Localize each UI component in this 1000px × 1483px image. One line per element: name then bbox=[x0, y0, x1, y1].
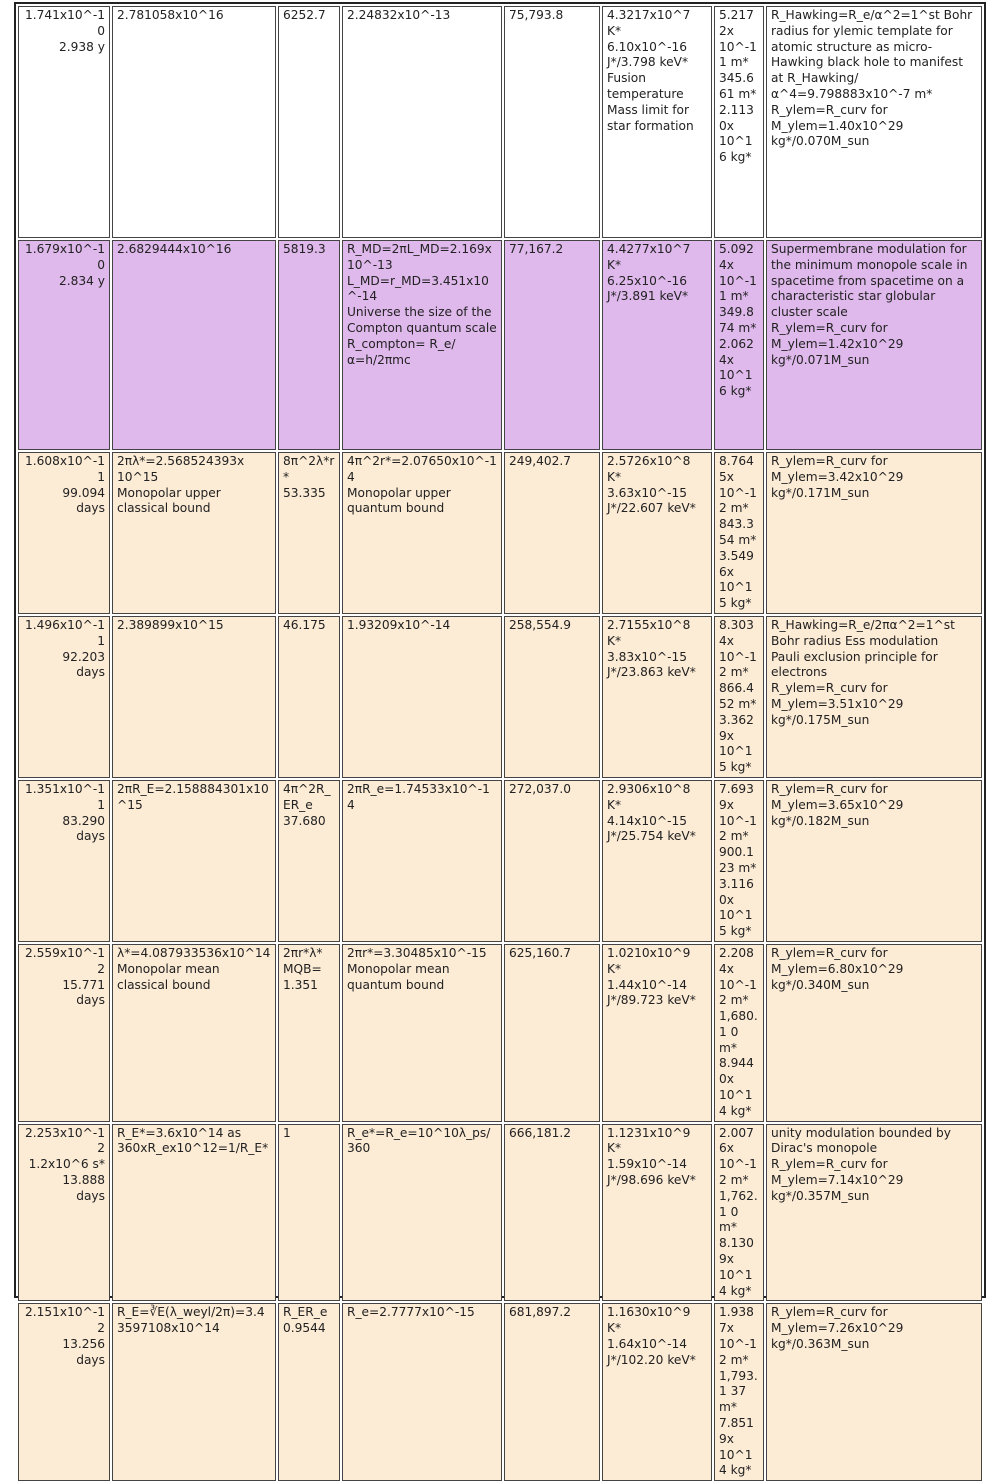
cell-line: 1,762.1 0 m* bbox=[719, 1188, 758, 1235]
cell-mass bbox=[714, 944, 764, 1122]
cell-line: R_Hawking=R_e/2πα^2=1^st Bohr radius Ess modulation bbox=[771, 617, 955, 648]
table-row bbox=[18, 240, 982, 450]
cell-ratio bbox=[278, 6, 340, 238]
cell-length bbox=[342, 1124, 502, 1302]
cell-wavelength bbox=[112, 780, 276, 942]
cell-line: 6.10x10^-16 J*/3.798 keV* bbox=[607, 39, 689, 70]
cell-line: 2πR_E=2.158884301x10^15 bbox=[117, 781, 269, 812]
cell-line: 2πR_e=1.74533x10^-14 bbox=[347, 781, 490, 812]
cell-line: R_ylem=R_curv for M_ylem=7.26x10^29 kg*/0.363M_sun bbox=[771, 1305, 904, 1352]
cell-line: Pauli exclusion principle for electrons bbox=[771, 649, 938, 680]
cell-frequency bbox=[504, 1124, 600, 1302]
cell-line: 345.661 m* bbox=[719, 71, 757, 101]
cell-line: 1.608x10^-11 bbox=[25, 454, 105, 484]
cell-ratio bbox=[278, 780, 340, 942]
cell-line: 2.938 y bbox=[59, 39, 105, 54]
cell-line: R_ylem=R_curv for M_ylem=3.65x10^29 kg*/0.182M_sun bbox=[771, 781, 904, 828]
cell-mass bbox=[714, 6, 764, 238]
cell-line: 2.0076x 10^-12 m* bbox=[719, 1125, 757, 1188]
cell-line: 2.9306x10^8 K* bbox=[607, 781, 691, 812]
cell-line: λ*=4.087933536x10^14 bbox=[117, 945, 271, 960]
cell-line: 13.888 bbox=[62, 1173, 105, 1188]
cell-temperature bbox=[602, 240, 712, 450]
cell-line: 2πr*=3.30485x10^-15 bbox=[347, 945, 487, 960]
cell-line: days bbox=[76, 993, 105, 1008]
cell-line: 349.874 m* bbox=[719, 305, 757, 335]
cell-line: 2.7155x10^8 K* bbox=[607, 617, 691, 648]
cell-line: 3.5496x 10^15 kg* bbox=[719, 548, 754, 611]
cell-line: 2.253x10^-12 bbox=[25, 1125, 105, 1156]
cell-frequency bbox=[504, 1303, 600, 1481]
cell-line: 4.14x10^-15 J*/25.754 keV* bbox=[607, 813, 696, 844]
cell-line: R_ylem=R_curv for M_ylem=6.80x10^29 kg*/0.340M_sun bbox=[771, 945, 904, 992]
cell-line: 843.354 m* bbox=[719, 517, 757, 547]
cell-line: R_compton= R_e/α=h/2πmc bbox=[347, 336, 456, 367]
cell-temperature bbox=[602, 1124, 712, 1302]
table-row bbox=[18, 944, 982, 1122]
cell-line: 5.2172x 10^-11 m* bbox=[719, 8, 757, 70]
cell-line: 1.44x10^-14 J*/89.723 keV* bbox=[607, 977, 696, 1008]
cell-time bbox=[18, 1303, 110, 1481]
table-row bbox=[18, 616, 982, 778]
cell-line: 0.9544 bbox=[283, 1321, 326, 1336]
cell-line: R_ylem=R_curv for M_ylem=7.14x10^29 kg*/0.357M_sun bbox=[771, 1157, 904, 1203]
cell-line: 2.2084x 10^-12 m* bbox=[719, 945, 757, 1008]
cell-line: 37.680 bbox=[283, 813, 326, 828]
cell-frequency bbox=[504, 944, 600, 1122]
cell-time bbox=[18, 780, 110, 942]
cell-frequency bbox=[504, 616, 600, 778]
cell-mass bbox=[714, 1303, 764, 1481]
cell-line: 2.389899x10^15 bbox=[117, 617, 224, 632]
cell-line: 3.63x10^-15 J*/22.607 keV* bbox=[607, 485, 696, 516]
cell-line: 681,897.2 bbox=[509, 1305, 572, 1320]
cell-line: 1 bbox=[283, 1125, 291, 1140]
cell-line: Mass limit for star formation bbox=[607, 102, 694, 133]
cell-ratio bbox=[278, 1303, 340, 1481]
cell-line: 2.559x10^-12 bbox=[25, 945, 105, 976]
cell-line: 8.7645x 10^-12 m* bbox=[719, 454, 757, 516]
cell-line: 2.151x10^-12 bbox=[25, 1305, 105, 1336]
cell-line: Fusion temperature bbox=[607, 71, 684, 101]
cell-notes bbox=[766, 452, 982, 614]
cell-line: R_E=∛E(λ_weyl/2π)=3.43597108x10^14 bbox=[117, 1305, 265, 1336]
cell-line: days bbox=[76, 1352, 105, 1367]
cell-line: Monopolar mean quantum bound bbox=[347, 961, 450, 992]
cell-line: 1.93209x10^-14 bbox=[347, 617, 451, 632]
cell-line: L_MD=r_MD=3.451x10^-14 bbox=[347, 273, 489, 304]
cell-wavelength bbox=[112, 1124, 276, 1302]
cell-wavelength bbox=[112, 240, 276, 450]
cell-line: 92.203 bbox=[62, 649, 105, 664]
cell-line: 7.6939x 10^-12 m* bbox=[719, 781, 757, 844]
cell-line: 13.256 bbox=[62, 1337, 105, 1352]
cell-line: 3.3629x 10^15 kg* bbox=[719, 712, 754, 775]
cell-line: Universe the size of the Compton quantum scale bbox=[347, 305, 497, 335]
cell-time bbox=[18, 944, 110, 1122]
cell-line: 1.1231x10^9 K* bbox=[607, 1125, 691, 1156]
cell-time bbox=[18, 616, 110, 778]
cell-wavelength bbox=[112, 452, 276, 614]
cell-line: 4.3217x10^7 K* bbox=[607, 8, 691, 38]
cell-line: 1.0210x10^9 K* bbox=[607, 945, 691, 976]
cell-ratio bbox=[278, 944, 340, 1122]
cell-line: R_e*=R_e=10^10λ_ps/360 bbox=[347, 1125, 491, 1156]
cell-time bbox=[18, 1124, 110, 1302]
cell-line: 1.64x10^-14 J*/102.20 keV* bbox=[607, 1337, 696, 1367]
cell-line: 2.1130x 10^16 kg* bbox=[719, 102, 754, 165]
cell-ratio bbox=[278, 1124, 340, 1302]
cell-ratio bbox=[278, 452, 340, 614]
cell-line: R_Hawking=R_e/α^2=1^st Bohr radius for ylemic template for atomic structure as micro-Hawking black hole to manifest at R_Hawking/α^4=9.798883x10^-7 m* bbox=[771, 8, 973, 101]
cell-line: 3.1160x 10^15 kg* bbox=[719, 876, 754, 939]
cell-line: 2.5726x10^8 K* bbox=[607, 454, 691, 484]
cell-notes bbox=[766, 1303, 982, 1481]
cell-temperature bbox=[602, 944, 712, 1122]
cell-line: 46.175 bbox=[283, 617, 326, 632]
cell-line: 249,402.7 bbox=[509, 454, 572, 468]
cell-line: 2πr*λ* MQB= 1.351 bbox=[283, 945, 323, 992]
cell-length bbox=[342, 780, 502, 942]
cell-line: unity modulation bounded by Dirac's monopole bbox=[771, 1125, 951, 1156]
cell-line: days bbox=[76, 501, 105, 516]
data-table bbox=[16, 4, 984, 1483]
cell-line: 625,160.7 bbox=[509, 945, 572, 960]
cell-line: 15.771 bbox=[62, 977, 105, 992]
cell-frequency bbox=[504, 240, 600, 450]
cell-line: 2.781058x10^16 bbox=[117, 8, 224, 22]
cell-line: 866.452 m* bbox=[719, 681, 757, 711]
cell-line: 1,680.1 0 m* bbox=[719, 1009, 758, 1055]
cell-mass bbox=[714, 1124, 764, 1302]
cell-line: Monopolar mean classical bound bbox=[117, 961, 220, 992]
cell-temperature bbox=[602, 780, 712, 942]
cell-line: 1.1630x10^9 K* bbox=[607, 1305, 691, 1336]
cell-notes bbox=[766, 1124, 982, 1302]
cell-line: 258,554.9 bbox=[509, 617, 572, 632]
cell-length bbox=[342, 240, 502, 450]
cell-length bbox=[342, 1303, 502, 1481]
cell-line: R_ER_e bbox=[283, 1305, 328, 1320]
cell-line: 4π^2R_ER_e bbox=[283, 781, 331, 812]
cell-line: R_ylem=R_curv for M_ylem=1.42x10^29 kg*/0.071M_sun bbox=[771, 320, 904, 367]
cell-time bbox=[18, 6, 110, 238]
cell-line: 8.1309x 10^14 kg* bbox=[719, 1236, 754, 1298]
cell-frequency bbox=[504, 452, 600, 614]
cell-line: 6252.7 bbox=[283, 8, 326, 22]
cell-length bbox=[342, 452, 502, 614]
cell-line: 75,793.8 bbox=[509, 8, 564, 22]
cell-line: 1.59x10^-14 J*/98.696 keV* bbox=[607, 1157, 696, 1188]
cell-notes bbox=[766, 616, 982, 778]
cell-mass bbox=[714, 616, 764, 778]
table-row bbox=[18, 780, 982, 942]
cell-time bbox=[18, 240, 110, 450]
cell-notes bbox=[766, 944, 982, 1122]
cell-line: days bbox=[76, 829, 105, 844]
cell-line: days bbox=[76, 665, 105, 680]
cell-notes bbox=[766, 6, 982, 238]
cell-frequency bbox=[504, 6, 600, 238]
cell-line: 5819.3 bbox=[283, 242, 326, 256]
cell-line: Monopolar upper quantum bound bbox=[347, 485, 451, 516]
cell-line: 1.496x10^-11 bbox=[25, 617, 105, 648]
cell-line: 3.83x10^-15 J*/23.863 keV* bbox=[607, 649, 696, 680]
cell-wavelength bbox=[112, 616, 276, 778]
cell-wavelength bbox=[112, 6, 276, 238]
cell-line: 900.123 m* bbox=[719, 845, 757, 875]
cell-line: R_ylem=R_curv for M_ylem=3.42x10^29 kg*/0.171M_sun bbox=[771, 454, 904, 500]
cell-mass bbox=[714, 240, 764, 450]
table-row bbox=[18, 1124, 982, 1302]
cell-line: 2.0624x 10^16 kg* bbox=[719, 336, 754, 399]
cell-line: 666,181.2 bbox=[509, 1125, 572, 1140]
table-row bbox=[18, 452, 982, 614]
cell-temperature bbox=[602, 452, 712, 614]
table-row bbox=[18, 1303, 982, 1481]
cell-line: 4π^2r*=2.07650x10^-14 bbox=[347, 454, 497, 484]
cell-line: 272,037.0 bbox=[509, 781, 572, 796]
cell-line: Supermembrane modulation for the minimum monopole scale in spacetime from spacetime on a characteristic star globular cluster scale bbox=[771, 242, 968, 320]
cell-line: 2.834 y bbox=[59, 273, 105, 288]
cell-ratio bbox=[278, 240, 340, 450]
cell-line: 1.741x10^-10 bbox=[25, 8, 105, 38]
cell-line: days bbox=[76, 1188, 105, 1203]
cell-line: Monopolar upper classical bound bbox=[117, 485, 221, 516]
cell-length bbox=[342, 944, 502, 1122]
cell-mass bbox=[714, 452, 764, 614]
cell-temperature bbox=[602, 616, 712, 778]
cell-line: 77,167.2 bbox=[509, 242, 564, 256]
cell-length bbox=[342, 616, 502, 778]
cell-length bbox=[342, 6, 502, 238]
cell-line: 1.679x10^-10 bbox=[25, 242, 105, 272]
cell-line: R_ylem=R_curv for M_ylem=3.51x10^29 kg*/0.175M_sun bbox=[771, 681, 904, 727]
document-page bbox=[14, 2, 986, 1478]
cell-line: 2πλ*=2.568524393x 10^15 bbox=[117, 454, 245, 484]
table-row bbox=[18, 6, 982, 238]
cell-temperature bbox=[602, 6, 712, 238]
cell-line: 1.2x10^6 s* bbox=[28, 1157, 105, 1172]
cell-line: 83.290 bbox=[62, 813, 105, 828]
cell-ratio bbox=[278, 616, 340, 778]
cell-line: R_MD=2πL_MD=2.169x10^-13 bbox=[347, 242, 492, 272]
cell-line: 8π^2λ*r * bbox=[283, 454, 335, 484]
cell-line: 1,793.1 37 m* bbox=[719, 1368, 758, 1415]
cell-wavelength bbox=[112, 944, 276, 1122]
cell-line: 1.351x10^-11 bbox=[25, 781, 105, 812]
cell-wavelength bbox=[112, 1303, 276, 1481]
cell-line: 2.6829444x10^16 bbox=[117, 242, 232, 256]
cell-line: 8.9440x 10^14 kg* bbox=[719, 1056, 754, 1118]
cell-line: 8.3034x 10^-12 m* bbox=[719, 617, 757, 680]
cell-line: 5.0924x 10^-11 m* bbox=[719, 242, 757, 304]
cell-line: R_ylem=R_curv for M_ylem=1.40x10^29 kg*/0.070M_sun bbox=[771, 102, 904, 149]
cell-line: R_e=2.7777x10^-15 bbox=[347, 1305, 475, 1320]
cell-line: 4.4277x10^7 K* bbox=[607, 242, 691, 272]
cell-line: 53.335 bbox=[283, 485, 326, 500]
cell-time bbox=[18, 452, 110, 614]
cell-line: 2.24832x10^-13 bbox=[347, 8, 451, 22]
cell-line: R_E*=3.6x10^14 as 360xR_ex10^12=1/R_E* bbox=[117, 1125, 269, 1156]
cell-notes bbox=[766, 240, 982, 450]
cell-temperature bbox=[602, 1303, 712, 1481]
cell-line: 6.25x10^-16 J*/3.891 keV* bbox=[607, 273, 689, 304]
cell-line: 7.8519x 10^14 kg* bbox=[719, 1416, 754, 1478]
cell-frequency bbox=[504, 780, 600, 942]
cell-line: 1.9387x 10^-12 m* bbox=[719, 1305, 757, 1367]
cell-notes bbox=[766, 780, 982, 942]
cell-mass bbox=[714, 780, 764, 942]
cell-line: 99.094 bbox=[62, 485, 105, 500]
